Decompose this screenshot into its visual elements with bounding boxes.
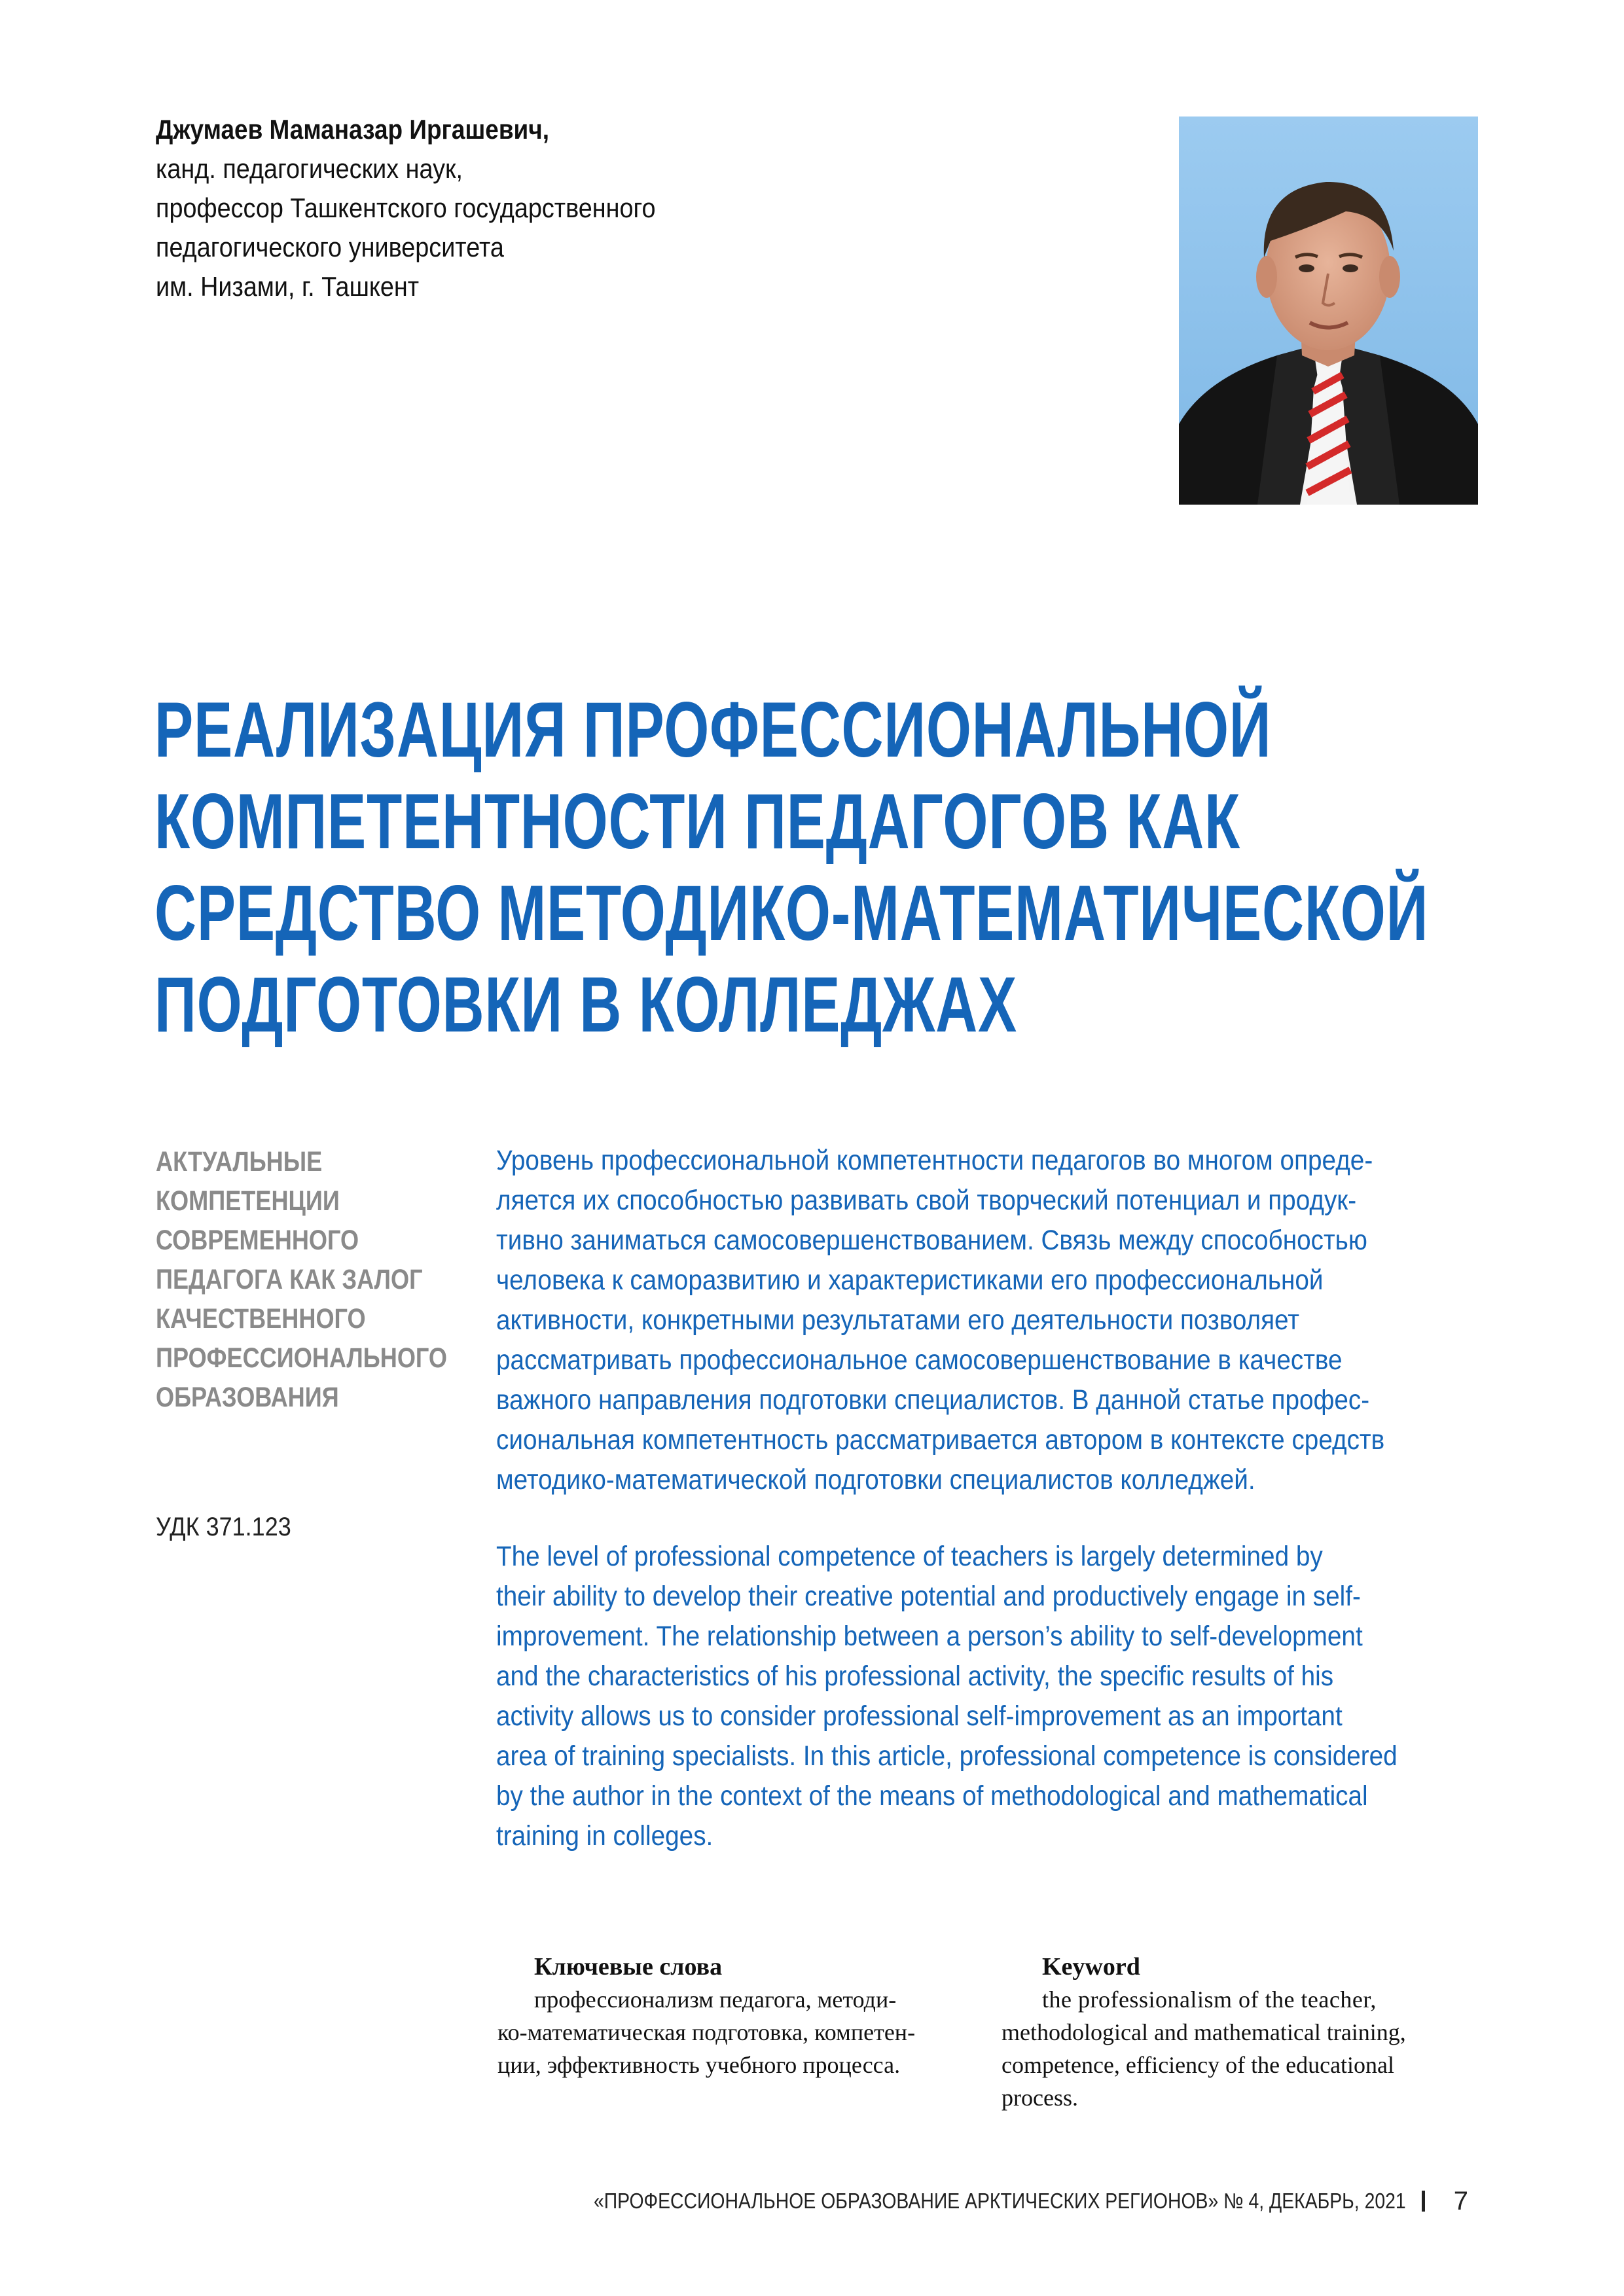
rubric-line: ПРОФЕССИОНАЛЬНОГО — [156, 1342, 448, 1374]
rubric-line: КОМПЕТЕНЦИИ — [156, 1185, 340, 1217]
page-number: 7 — [1453, 2186, 1468, 2215]
author-name: Джумаев Маманазар Иргашевич, — [156, 114, 549, 145]
abstract-line: ляется их способностью развивать свой творческий потенциал и продук- — [496, 1185, 1357, 1216]
journal-name: «ПРОФЕССИОНАЛЬНОЕ ОБРАЗОВАНИЕ АРКТИЧЕСКИХ РЕГИОНОВ» № 4, ДЕКАБРЬ, 2021 — [594, 2189, 1406, 2213]
author-position: профессор Ташкентского государственного — [156, 192, 656, 223]
author-university: педагогического университета — [156, 232, 504, 262]
keywords-english — [1001, 1950, 1479, 2114]
rubric-line: ПЕДАГОГА КАК ЗАЛОГ — [156, 1264, 423, 1295]
udk-code: УДК 371.123 — [156, 1513, 291, 1541]
keywords-line: the professionalism of the teacher, — [1042, 1986, 1377, 2013]
keywords-line: methodological and mathematical training, — [1001, 2019, 1406, 2045]
keywords-line: process. — [1001, 2085, 1078, 2111]
abstract-line: человека к саморазвитию и характеристиками его профессиональной — [496, 1265, 1324, 1296]
page-footer — [461, 2183, 1468, 2219]
abstract-line: The level of professional competence of teachers is largely determined by — [496, 1541, 1323, 1572]
keywords-russian — [497, 1950, 969, 2081]
abstract-russian — [496, 1141, 1517, 1500]
abstract-line: training in colleges. — [496, 1820, 713, 1852]
title-line: КОМПЕТЕНТНОСТИ ПЕДАГОГОВ КАК — [154, 778, 1240, 865]
section-rubric — [156, 1142, 496, 1417]
abstract-line: методико-математической подготовки специалистов колледжей. — [496, 1464, 1255, 1496]
abstract-line: their ability to develop their creative potential and productively engage in self- — [496, 1581, 1361, 1612]
abstract-line: Уровень профессиональной компетентности педагогов во многом опреде- — [496, 1145, 1373, 1176]
rubric-line: КАЧЕСТВЕННОГО — [156, 1303, 366, 1335]
keywords-heading: Ключевые слова — [534, 1953, 723, 1981]
abstract-line: тивно заниматься самосовершенствованием. Связь между способностью — [496, 1225, 1367, 1256]
author-photo — [1179, 117, 1478, 505]
footer-divider — [1422, 2191, 1425, 2212]
title-line: ПОДГОТОВКИ В КОЛЛЕДЖАХ — [154, 961, 1018, 1049]
author-info — [156, 110, 1007, 306]
author-degree: канд. педагогических наук, — [156, 153, 463, 184]
keywords-heading: Keyword — [1042, 1953, 1140, 1981]
abstract-line: activity allows us to consider professional self-improvement as an important — [496, 1700, 1343, 1732]
abstract-line: активности, конкретными результатами его деятельности позволяет — [496, 1304, 1300, 1336]
abstract-line: важного направления подготовки специалистов. В данной статье профес- — [496, 1384, 1370, 1416]
abstract-line: and the characteristics of his professional activity, the specific results of his — [496, 1660, 1334, 1692]
abstract-english — [496, 1537, 1517, 1856]
abstract-line: рассматривать профессиональное самосовершенствование в качестве — [496, 1344, 1343, 1376]
article-title — [154, 684, 1529, 1050]
title-line: РЕАЛИЗАЦИЯ ПРОФЕССИОНАЛЬНОЙ — [154, 686, 1272, 774]
keywords-line: ции, эффективность учебного процесса. — [497, 2052, 901, 2078]
rubric-line: ОБРАЗОВАНИЯ — [156, 1382, 339, 1413]
abstract-line: сиональная компетентность рассматривается автором в контексте средств — [496, 1424, 1385, 1456]
keywords-line: competence, efficiency of the educational — [1001, 2052, 1395, 2078]
rubric-line: СОВРЕМЕННОГО — [156, 1225, 359, 1256]
keywords-line: ко-математическая подготовка, компетен- — [497, 2019, 916, 2045]
rubric-line: АКТУАЛЬНЫЕ — [156, 1146, 323, 1177]
author-location: им. Низами, г. Ташкент — [156, 271, 420, 302]
abstract-line: improvement. The relationship between a person’s ability to self-development — [496, 1621, 1363, 1652]
abstract-line: by the author in the context of the means of methodological and mathematical — [496, 1780, 1368, 1812]
abstract-line: area of training specialists. In this article, professional competence is considered — [496, 1740, 1398, 1772]
keywords-line: профессионализм педагога, методи- — [534, 1986, 897, 2013]
title-line: СРЕДСТВО МЕТОДИКО-МАТЕМАТИЧЕСКОЙ — [154, 869, 1429, 957]
